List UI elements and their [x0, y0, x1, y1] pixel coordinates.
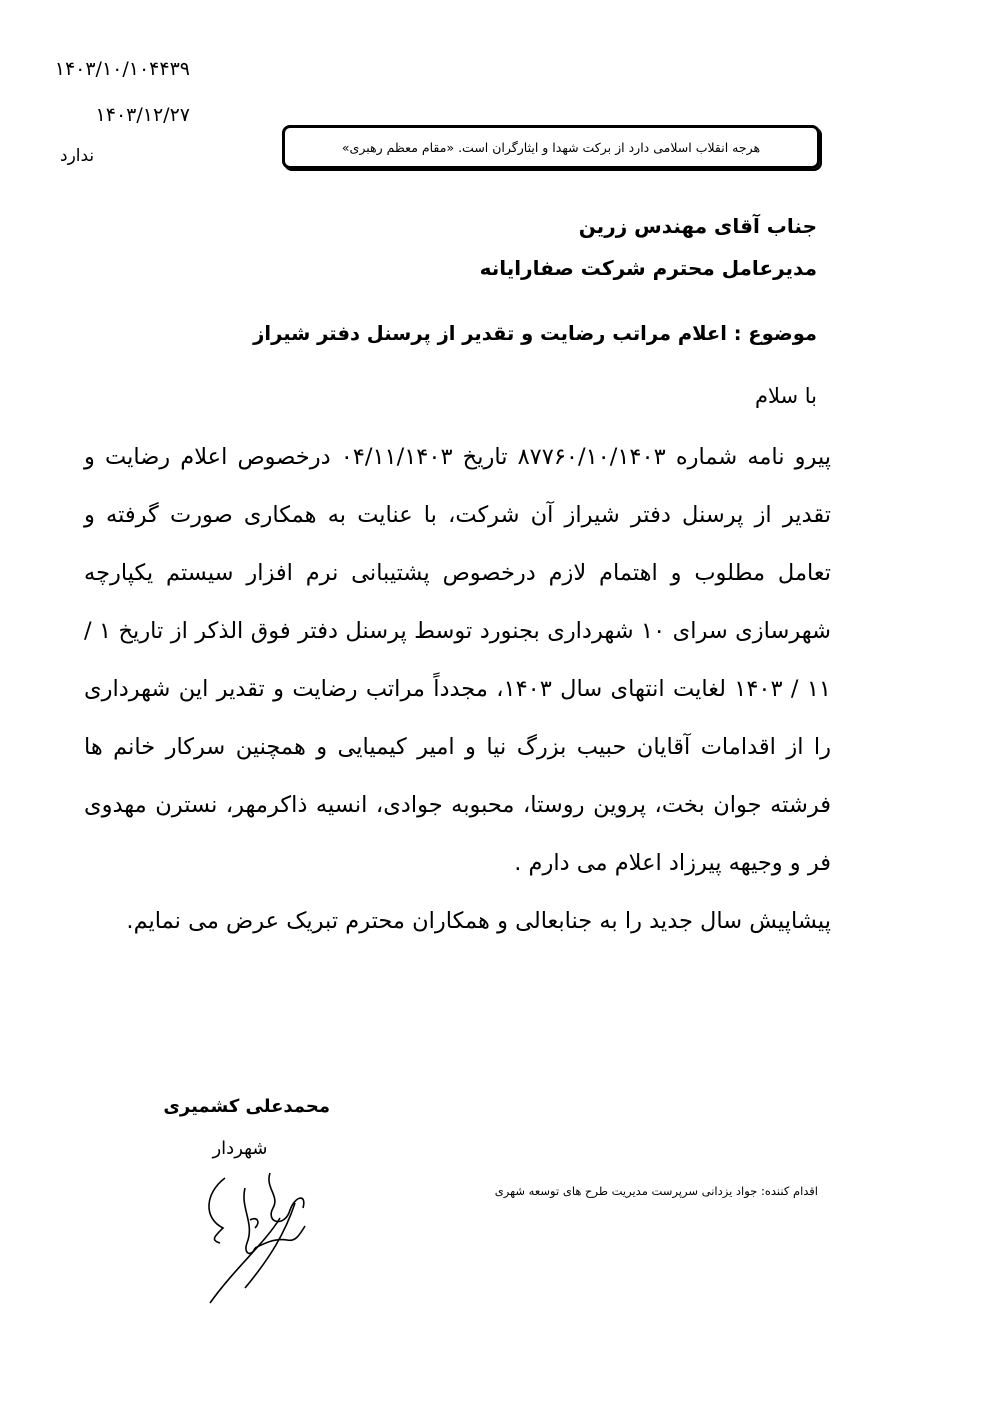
recipient-name: جناب آقای مهندس زرین [578, 214, 817, 238]
attachment-status: ندارد [60, 146, 95, 166]
body-paragraph-2: پیشاپیش سال جدید را به جنابعالی و همکاران محترم تبریک عرض می نمایم. [126, 908, 831, 934]
handwritten-signature [195, 1148, 325, 1308]
slogan-text: هرجه انقلاب اسلامی دارد از برکت شهدا و ایثارگران است. «مقام معظم رهبری» [341, 139, 761, 155]
body-paragraph-1: پیرو نامه شماره ۸۷۷۶۰/۱۰/۱۴۰۳ تاریخ ۰۴/۱۱/۱۴۰۳ درخصوص اعلام رضایت و تقدیر از پرسنل دفتر شیراز آن شرکت، با عنایت به همکاری صورت گرفته و تعامل مطلوب و اهتمام لازم درخصوص پشتیبانی نرم افزار سیستم یکپارچه شهرسازی سرای ۱۰ شهرداری بجنورد توسط پرسنل دفتر فوق الذکر از تاریخ ۱ / ۱۱ / ۱۴۰۳ لغایت انتهای سال ۱۴۰۳، مجدداً مراتب رضایت و تقدیر این شهرداری را از اقدامات آقایان حبیب بزرگ نیا و امیر کیمیایی و همچنین سرکار خانم ها فرشته جوان بخت، پروین روستا، محبوبه جوادی، انسیه ذاکرمهر، نسترن مهدوی فر و وجیهه پیرزاد اعلام می دارم . [84, 444, 832, 876]
greeting: با سلام [754, 384, 817, 408]
slogan-box [282, 125, 820, 169]
action-by-note: اقدام کننده: جواد یزدانی سرپرست مدیریت طرح های توسعه شهری [494, 1184, 818, 1198]
letter-date: ۱۴۰۳/۱۲/۲۷ [95, 104, 190, 126]
letter-subject: موضوع : اعلام مراتب رضایت و تقدیر از پرسنل دفتر شیراز [253, 322, 817, 345]
signer-name: محمدعلی کشمیری [163, 1096, 330, 1117]
letter-body [84, 428, 831, 950]
signer-title: شهردار [212, 1138, 268, 1159]
recipient-position: مدیرعامل محترم شرکت صفارایانه [479, 256, 817, 280]
letter-number: ۱۴۰۳/۱۰/۱۰۴۴۳۹ [54, 58, 190, 80]
